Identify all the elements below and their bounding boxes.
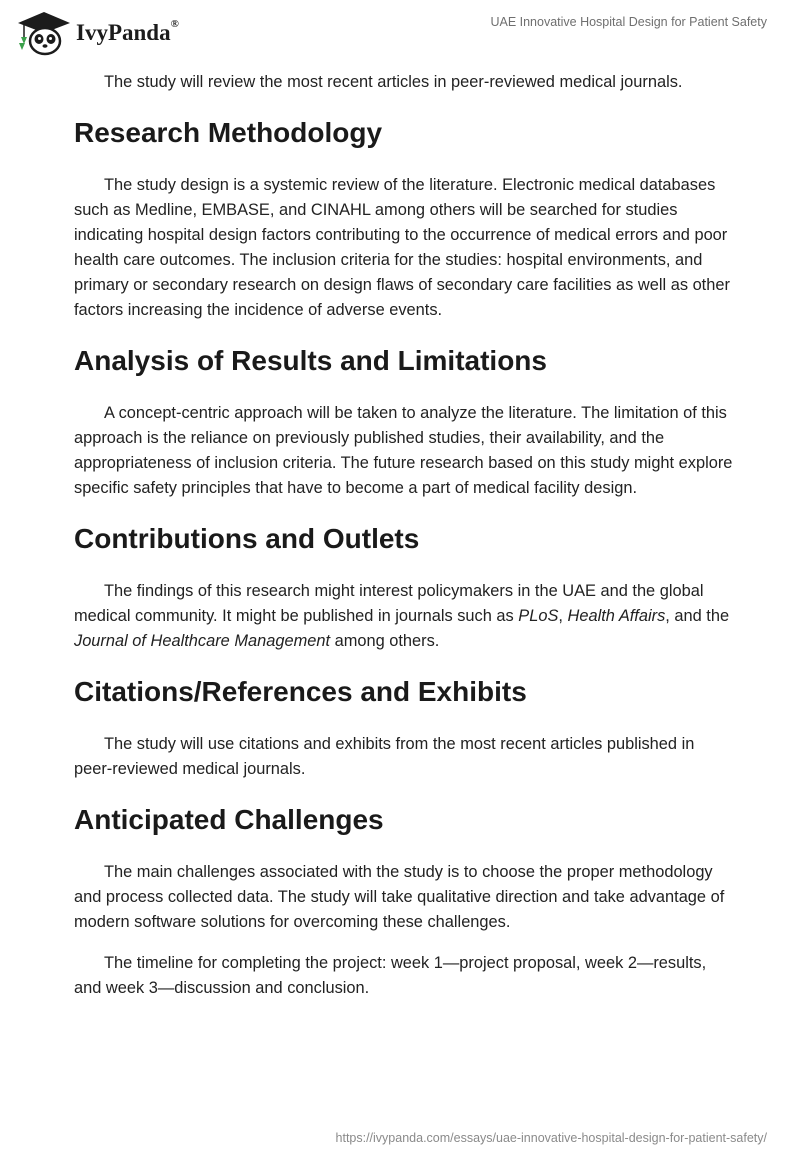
- ivypanda-logo[interactable]: [14, 8, 179, 56]
- journal-health-affairs: Health Affairs: [567, 607, 666, 625]
- heading-contributions: Contributions and Outlets: [74, 523, 420, 554]
- heading-challenges: Anticipated Challenges: [74, 804, 384, 835]
- document-title: UAE Innovative Hospital Design for Patient Safety: [490, 15, 767, 29]
- intro-paragraph: The study will review the most recent articles in peer-reviewed medical journals.: [104, 73, 683, 91]
- methodology-paragraph: The study design is a systemic review of the literature. Electronic medical databases such as Medline, EMBASE, and CINAHL among others will be searched for studies indicating hospital design factors contributing to the occurrence of medical errors and poor health care outcomes. The inclusion criteria for the studies: hospital environments, and primary or secondary research on design flaws of secondary care facilities as well as other factors increasing the incidence of adverse events.: [74, 176, 730, 319]
- citations-paragraph: The study will use citations and exhibits from the most recent articles published in peer-reviewed medical journals.: [74, 735, 695, 778]
- heading-citations: Citations/References and Exhibits: [74, 676, 527, 707]
- source-url[interactable]: https://ivypanda.com/essays/uae-innovative-hospital-design-for-patient-safety/: [335, 1131, 767, 1145]
- timeline-paragraph: The timeline for completing the project: week 1—project proposal, week 2—results, and week 3—discussion and conclusion.: [74, 954, 707, 997]
- brand-name: IvyPanda®: [76, 18, 179, 45]
- journal-plos: PLoS: [518, 607, 559, 625]
- contributions-paragraph: The findings of this research might interest policymakers in the UAE and the global medical community. It might be published in journals such as PLoS, Health Affairs, and the Journal of Healthcare Management among others.: [74, 582, 730, 650]
- journal-healthcare-management: Journal of Healthcare Management: [74, 632, 331, 650]
- essay-content: [74, 70, 734, 1001]
- heading-analysis: Analysis of Results and Limitations: [74, 345, 547, 376]
- panda-graduate-icon: [14, 8, 70, 56]
- analysis-paragraph: A concept-centric approach will be taken to analyze the literature. The limitation of this approach is the reliance on previously published studies, their availability, and the appropriateness of inclusion criteria. The future research based on this study might explore specific safety principles that have to become a part of medical facility design.: [74, 404, 733, 497]
- challenges-paragraph: The main challenges associated with the study is to choose the proper methodology and process collected data. The study will take qualitative direction and take advantage of modern software solutions for overcoming these challenges.: [74, 863, 725, 931]
- heading-research-methodology: Research Methodology: [74, 117, 383, 148]
- page-header: [0, 0, 800, 60]
